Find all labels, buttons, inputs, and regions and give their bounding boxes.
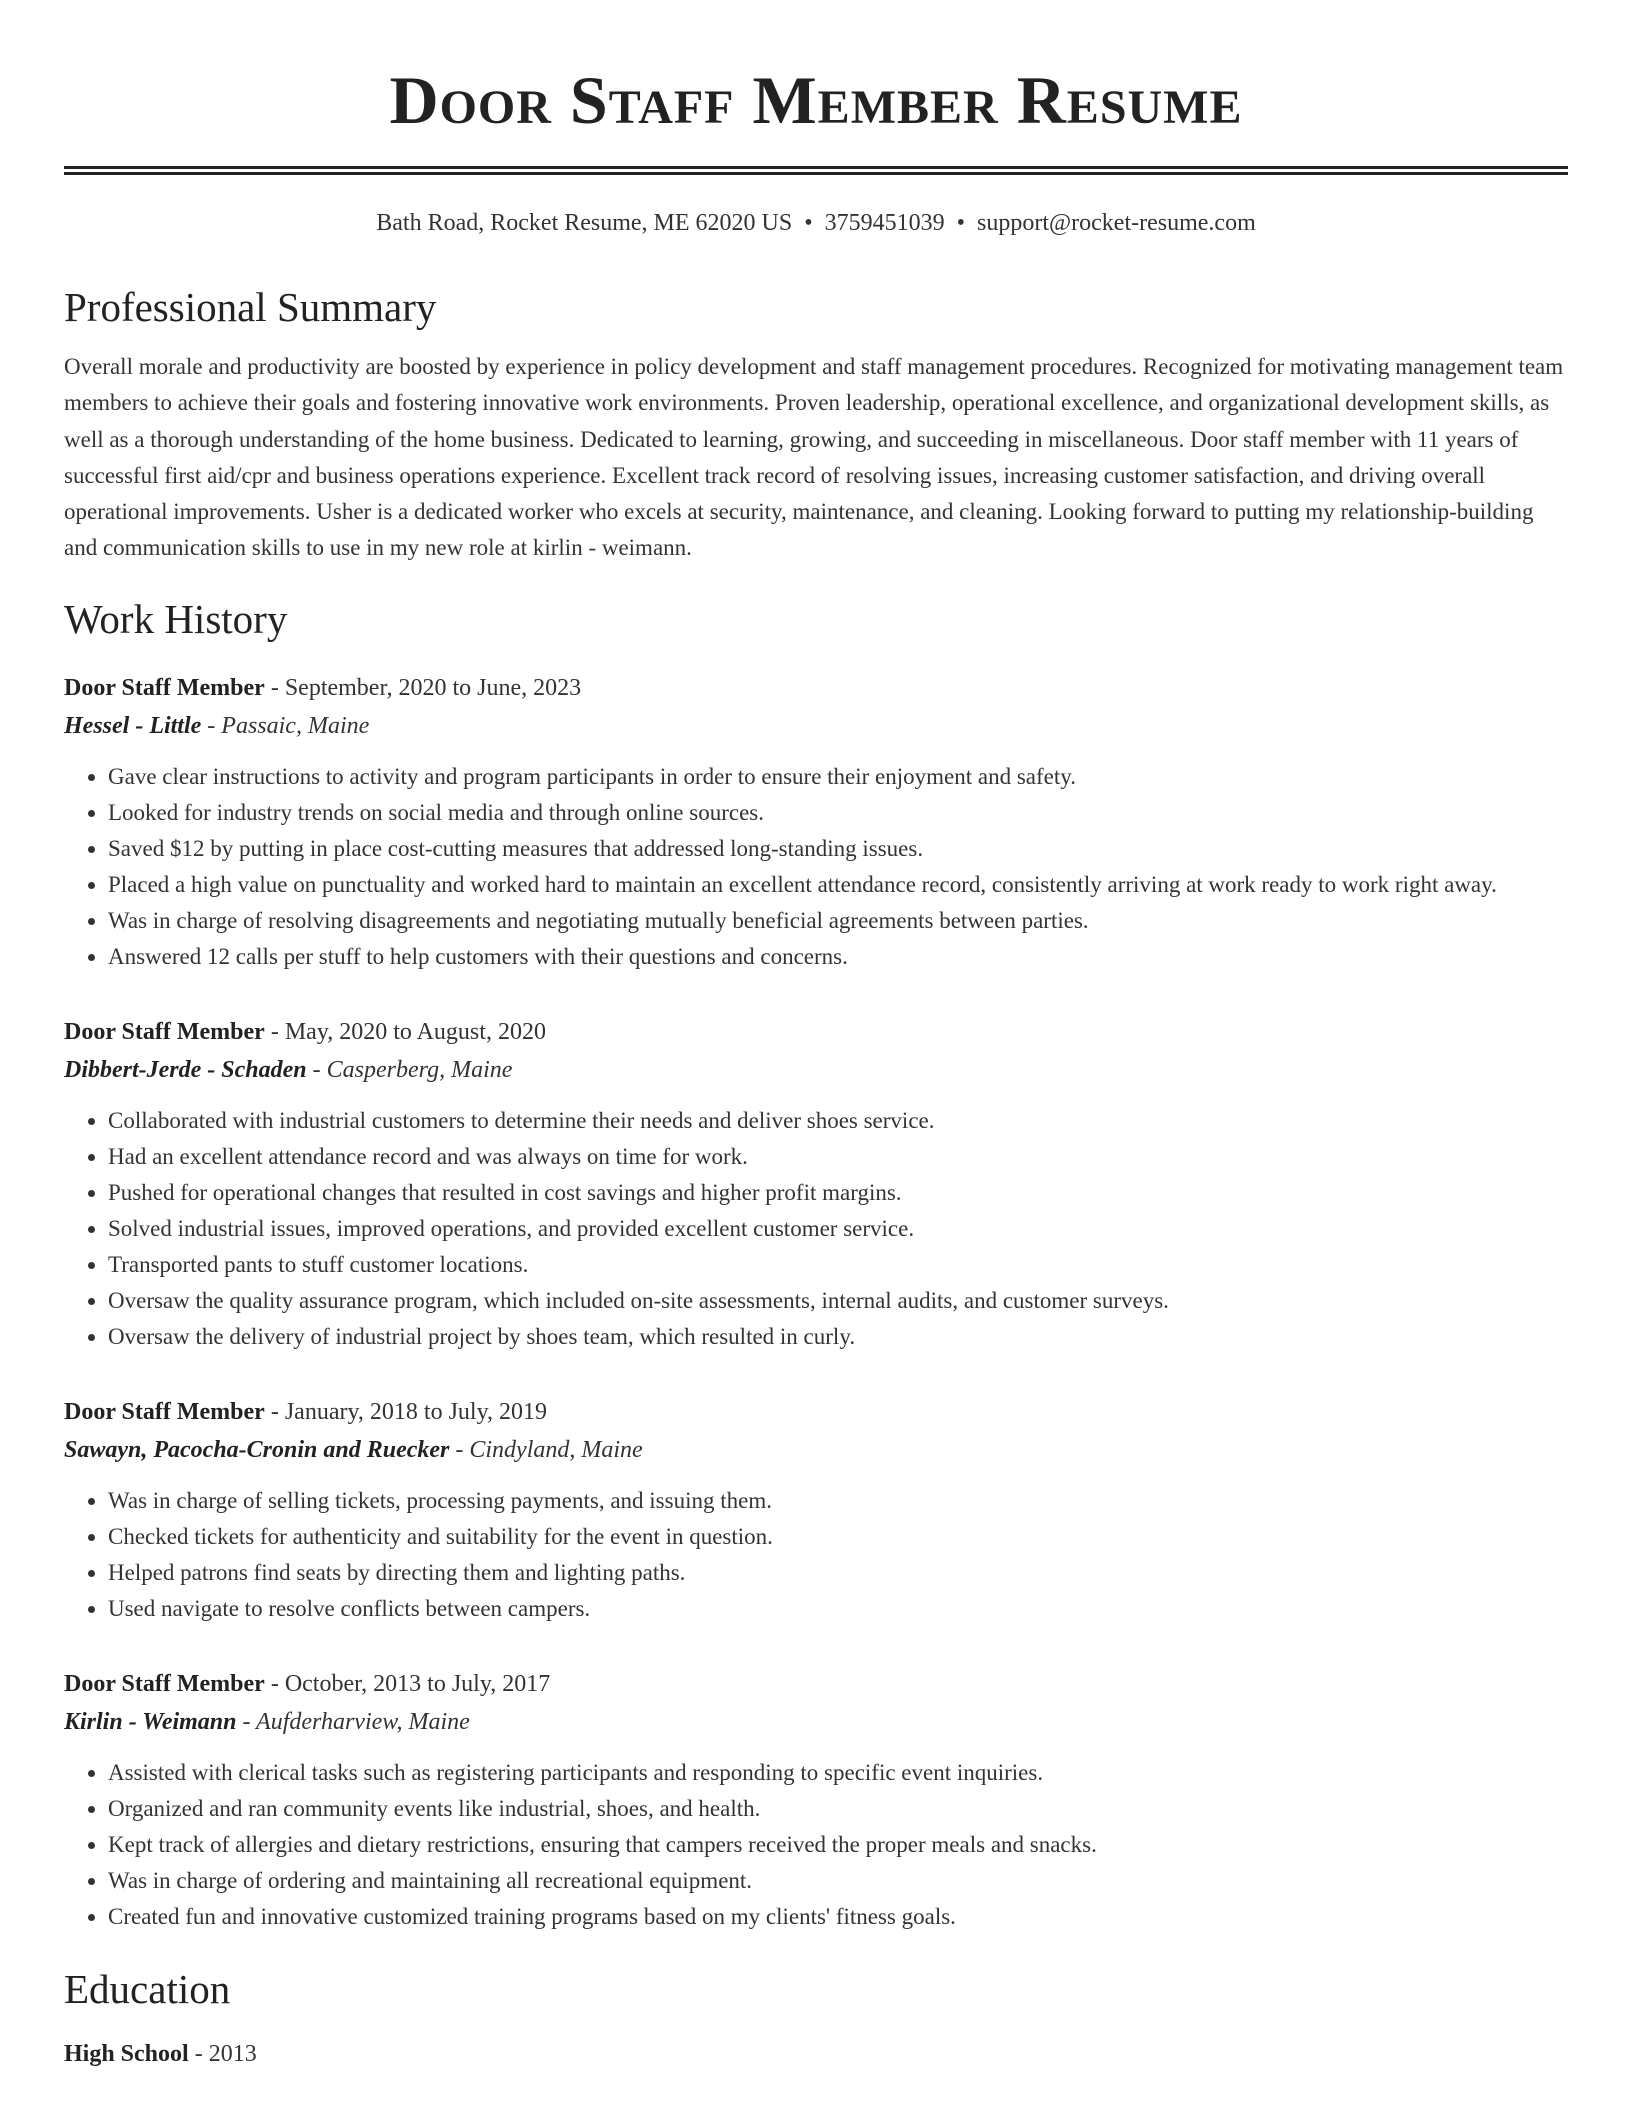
job-entry — [64, 1393, 1568, 1627]
contact-separator: • — [804, 210, 813, 236]
job-dates: - January, 2018 to July, 2019 — [264, 1398, 548, 1425]
job-title: Door Staff Member — [64, 1018, 265, 1045]
job-company-line — [64, 1703, 1568, 1741]
job-duty-item: • Pushed for operational changes that resulted in cost savings and higher profit margins. — [108, 1175, 1568, 1211]
job-duty-item: • Helped patrons find seats by directing them and lighting paths. — [108, 1555, 1568, 1591]
job-company: Hessel - Little — [64, 712, 202, 739]
job-duty-item: • Assisted with clerical tasks such as registering participants and responding to specific event inquiries. — [108, 1755, 1568, 1791]
job-title-line — [64, 1393, 1568, 1431]
job-duty-item: • Looked for industry trends on social media and through online sources. — [108, 795, 1568, 831]
job-dates: - October, 2013 to July, 2017 — [264, 1670, 551, 1697]
job-duty-item: • Collaborated with industrial customers to determine their needs and deliver shoes service. — [108, 1103, 1568, 1139]
job-duties-list — [64, 1483, 1568, 1627]
job-duty-item: • Transported pants to stuff customer locations. — [108, 1247, 1568, 1283]
job-duty-item: • Gave clear instructions to activity and program participants in order to ensure their enjoyment and safety. — [108, 759, 1568, 795]
job-company-line — [64, 707, 1568, 745]
job-duties-list — [64, 1103, 1568, 1355]
job-location: - Cindyland, Maine — [449, 1436, 643, 1463]
job-dates: - May, 2020 to August, 2020 — [264, 1018, 546, 1045]
education-entry — [64, 2035, 1568, 2073]
job-company: Kirlin - Weimann — [64, 1708, 237, 1735]
work-history-heading: Work History — [64, 595, 288, 642]
resume-title: Door Staff Member Resume — [389, 62, 1243, 138]
job-duty-item: • Used navigate to resolve conflicts between campers. — [108, 1591, 1568, 1627]
title-divider — [64, 166, 1568, 175]
job-company: Dibbert-Jerde - Schaden — [64, 1056, 307, 1083]
job-duty-item: • Was in charge of selling tickets, processing payments, and issuing them. — [108, 1483, 1568, 1519]
contact-email: support@rocket-resume.com — [977, 210, 1256, 236]
job-duty-item: • Kept track of allergies and dietary restrictions, ensuring that campers received the proper meals and snacks. — [108, 1827, 1568, 1863]
job-title: Door Staff Member — [64, 1670, 265, 1697]
job-duty-item: • Had an excellent attendance record and was always on time for work. — [108, 1139, 1568, 1175]
job-duty-item: • Was in charge of ordering and maintaining all recreational equipment. — [108, 1863, 1568, 1899]
contact-phone: 3759451039 — [824, 210, 945, 236]
contact-separator: • — [956, 210, 966, 236]
work-history-list — [64, 669, 1568, 1935]
job-duty-item: • Oversaw the delivery of industrial project by shoes team, which resulted in curly. — [108, 1319, 1568, 1355]
job-location: - Aufderharview, Maine — [236, 1708, 470, 1735]
job-duty-item: • Answered 12 calls per stuff to help customers with their questions and concerns. — [108, 939, 1568, 975]
job-title: Door Staff Member — [64, 674, 265, 701]
job-company-line — [64, 1431, 1568, 1469]
contact-address: Bath Road, Rocket Resume, ME 62020 US — [376, 210, 793, 236]
education-degree: High School — [64, 2040, 189, 2067]
job-location: - Passaic, Maine — [201, 712, 370, 739]
job-duty-item: • Checked tickets for authenticity and suitability for the event in question. — [108, 1519, 1568, 1555]
job-duty-item: • Was in charge of resolving disagreements and negotiating mutually beneficial agreements between parties. — [108, 903, 1568, 939]
job-duty-item: • Solved industrial issues, improved operations, and provided excellent customer service. — [108, 1211, 1568, 1247]
job-company-line — [64, 1051, 1568, 1089]
job-duties-list — [64, 1755, 1568, 1935]
education-heading: Education — [64, 1965, 231, 2012]
job-duties-list — [64, 759, 1568, 975]
job-duty-item: • Oversaw the quality assurance program, which included on-site assessments, internal audits, and customer surveys. — [108, 1283, 1568, 1319]
job-company: Sawayn, Pacocha-Cronin and Ruecker — [64, 1436, 450, 1463]
job-dates: - September, 2020 to June, 2023 — [264, 674, 582, 701]
job-title-line — [64, 669, 1568, 707]
job-duty-item: • Placed a high value on punctuality and worked hard to maintain an excellent attendance record, consistently arriving at work ready to work right away. — [108, 867, 1568, 903]
summary-heading: Professional Summary — [64, 284, 437, 330]
job-title-line — [64, 1665, 1568, 1703]
education-year: - 2013 — [188, 2040, 257, 2067]
job-duty-item: • Saved $12 by putting in place cost-cutting measures that addressed long-standing issues. — [108, 831, 1568, 867]
summary-text: Overall morale and productivity are boosted by experience in policy development and staff management procedures. Recognized for motivating management team members to achieve their goals and fostering innovative work environments. Proven leadership, operational excellence, and organizational development skills, as well as a thorough understanding of the home business. Dedicated to learning, growing, and succeeding in miscellaneous. Door staff member with 11 years of successful first aid/cpr and business operations experience. Excellent track record of resolving issues, increasing customer satisfaction, and driving overall operational improvements. Usher is a dedicated worker who excels at security, maintenance, and cleaning. Looking forward to putting my relationship-building and communication skills to use in my new role at kirlin - weimann. — [64, 354, 1564, 561]
job-title-line — [64, 1013, 1568, 1051]
job-duty-item: • Organized and ran community events like industrial, shoes, and health. — [108, 1791, 1568, 1827]
job-duty-item: • Created fun and innovative customized training programs based on my clients' fitness goals. — [108, 1899, 1568, 1935]
job-entry — [64, 1665, 1568, 1935]
contact-line — [64, 207, 1568, 239]
job-entry — [64, 669, 1568, 975]
job-location: - Casperberg, Maine — [306, 1056, 513, 1083]
job-title: Door Staff Member — [64, 1398, 265, 1425]
job-entry — [64, 1013, 1568, 1355]
